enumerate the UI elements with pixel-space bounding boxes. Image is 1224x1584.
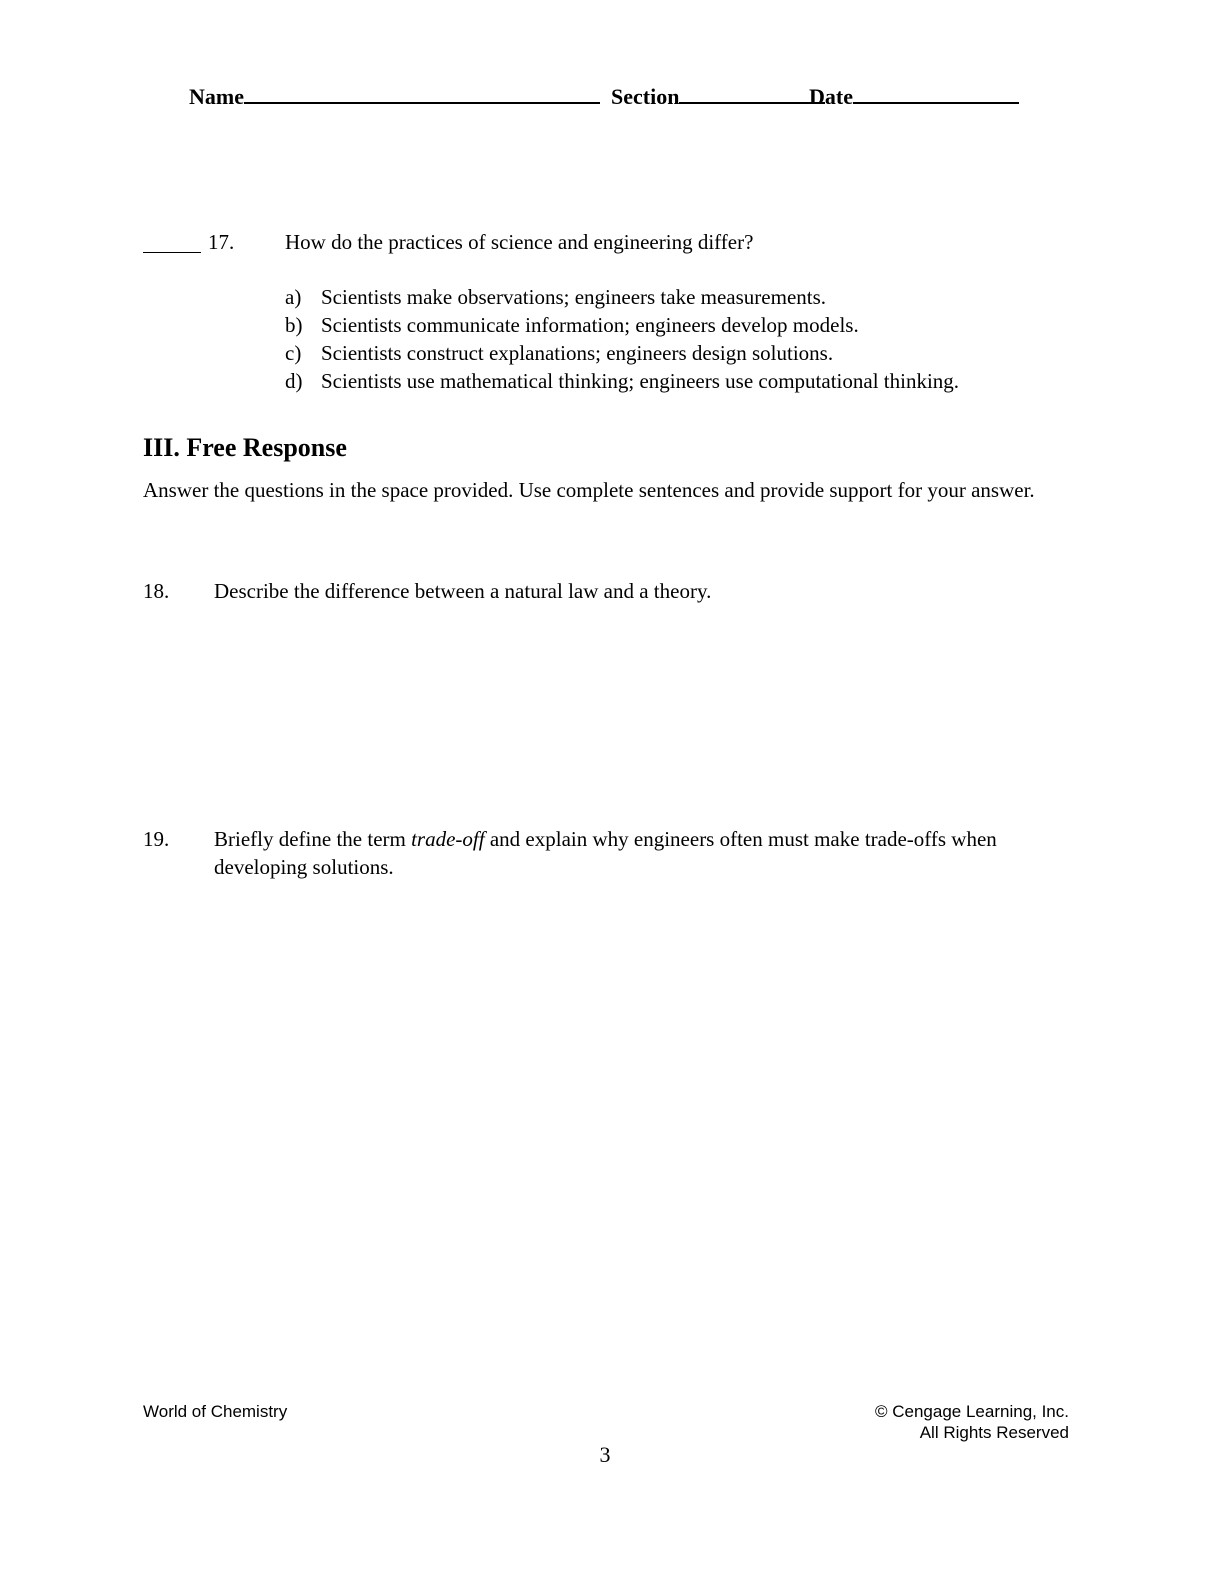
q19-term: trade-off (411, 827, 485, 851)
name-label: Name (189, 84, 244, 109)
section-label: Section (611, 84, 680, 109)
q17-option-c (285, 339, 833, 367)
option-text: Scientists use mathematical thinking; engineers use computational thinking. (321, 369, 960, 393)
q18-number: 18. (143, 579, 170, 603)
q17-number: 17. (208, 230, 235, 254)
date-label: Date (809, 84, 853, 109)
q19-text-after: and explain why engineers often must make trade-offs when developing solutions. (214, 827, 997, 879)
option-text: Scientists construct explanations; engineers design solutions. (321, 341, 834, 365)
q19-number: 19. (143, 827, 170, 851)
section-instructions: Answer the questions in the space provided. Use complete sentences and provide support for your answer. (143, 478, 1035, 502)
name-field[interactable] (189, 84, 600, 110)
footer-copyright (875, 1401, 1069, 1443)
q18-question: Describe the difference between a natural law and a theory. (214, 579, 712, 603)
rights-line: All Rights Reserved (919, 1423, 1069, 1442)
q19-text-before: Briefly define the term (214, 827, 412, 851)
name-blank[interactable] (244, 84, 600, 104)
option-letter: d) (285, 369, 303, 393)
date-blank[interactable] (853, 84, 1019, 104)
option-letter: b) (285, 313, 303, 337)
q17-option-d (285, 367, 959, 395)
section-blank[interactable] (679, 84, 825, 104)
footer-book-title: World of Chemistry (143, 1402, 288, 1421)
option-letter: c) (285, 341, 302, 365)
section-heading: III. Free Response (143, 433, 347, 462)
copyright-line: © Cengage Learning, Inc. (875, 1402, 1069, 1421)
q17-option-a (285, 283, 826, 311)
option-text: Scientists make observations; engineers take measurements. (321, 285, 827, 309)
page-number: 3 (599, 1442, 611, 1467)
date-field[interactable] (809, 84, 1019, 110)
q17-question: How do the practices of science and engineering differ? (285, 230, 754, 254)
section-field[interactable] (611, 84, 825, 110)
q17-option-b (285, 311, 859, 339)
option-text: Scientists communicate information; engineers develop models. (321, 313, 859, 337)
q17-answer-blank[interactable] (143, 252, 201, 253)
option-letter: a) (285, 285, 302, 309)
q19-question (214, 825, 1054, 881)
